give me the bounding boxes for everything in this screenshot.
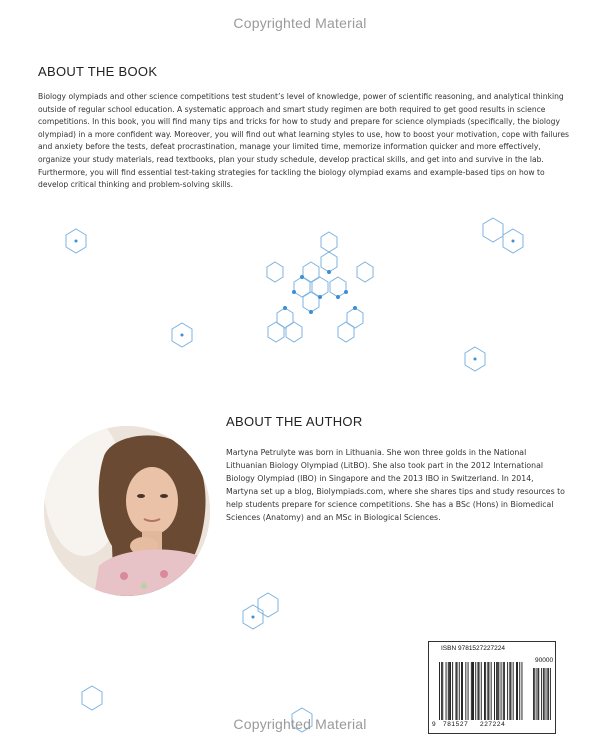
watermark-top: Copyrighted Material (233, 15, 367, 31)
isbn-label: ISBN 9781527227224 (441, 645, 505, 652)
about-book-text: Biology olympiads and other science competitions test student’s level of knowledge, power of scientific reasoning, and analytical thinking outside of regular school education. A systematic approach and smart study regimen are both required to get good results in science competitions. In this book, you will find many tips and tricks for how to study and prepare for science olympiads (specifically, the biology olympiad) in a more confident way. Moreover, you will find out what learning styles to use, how to boost your motivation, cope with failures and anxiety before the tests, defeat procrastination, manage your limited time, memorize information quicker and more effectively, organize your study materials, read textbooks, plan your study schedule, develop practical skills, and get into and survive in the lab. Furthermore, you will find essential test-taking strategies for tackling the biology olympiad exams and example-based tips on how to develop critical thinking and problem-solving skills. (38, 92, 569, 190)
about-author-text: Martyna Petrulyte was born in Lithuania. She won three golds in the National Lithuanian Biology Olympiad (LitBO). She also took part in the 2012 International Biology Olympiad (IBO) in Singapore and the 2013 IBO in Switzerland. In 2014, Martyna set up a blog, Biolympiads.com, where she shares tips and study resources to help students prepare for science competitions. She has a BSc (Hons) in Biomedical Sciences (Anatomy) and an MSc in Biological Sciences. (226, 448, 565, 522)
about-author-heading: ABOUT THE AUTHOR (226, 414, 363, 429)
author-portrait-illustration (44, 426, 210, 596)
price-code: 90000 (535, 657, 554, 664)
about-book-heading: ABOUT THE BOOK (38, 64, 158, 79)
barcode-digits-group2: 227224 (480, 721, 506, 728)
barcode-bars (439, 656, 554, 722)
barcode-digits-group1: 781527 (443, 721, 469, 728)
author-photo (44, 426, 210, 596)
barcode-digit-first: 9 (432, 721, 437, 728)
watermark-bottom: Copyrighted Material (233, 716, 367, 732)
